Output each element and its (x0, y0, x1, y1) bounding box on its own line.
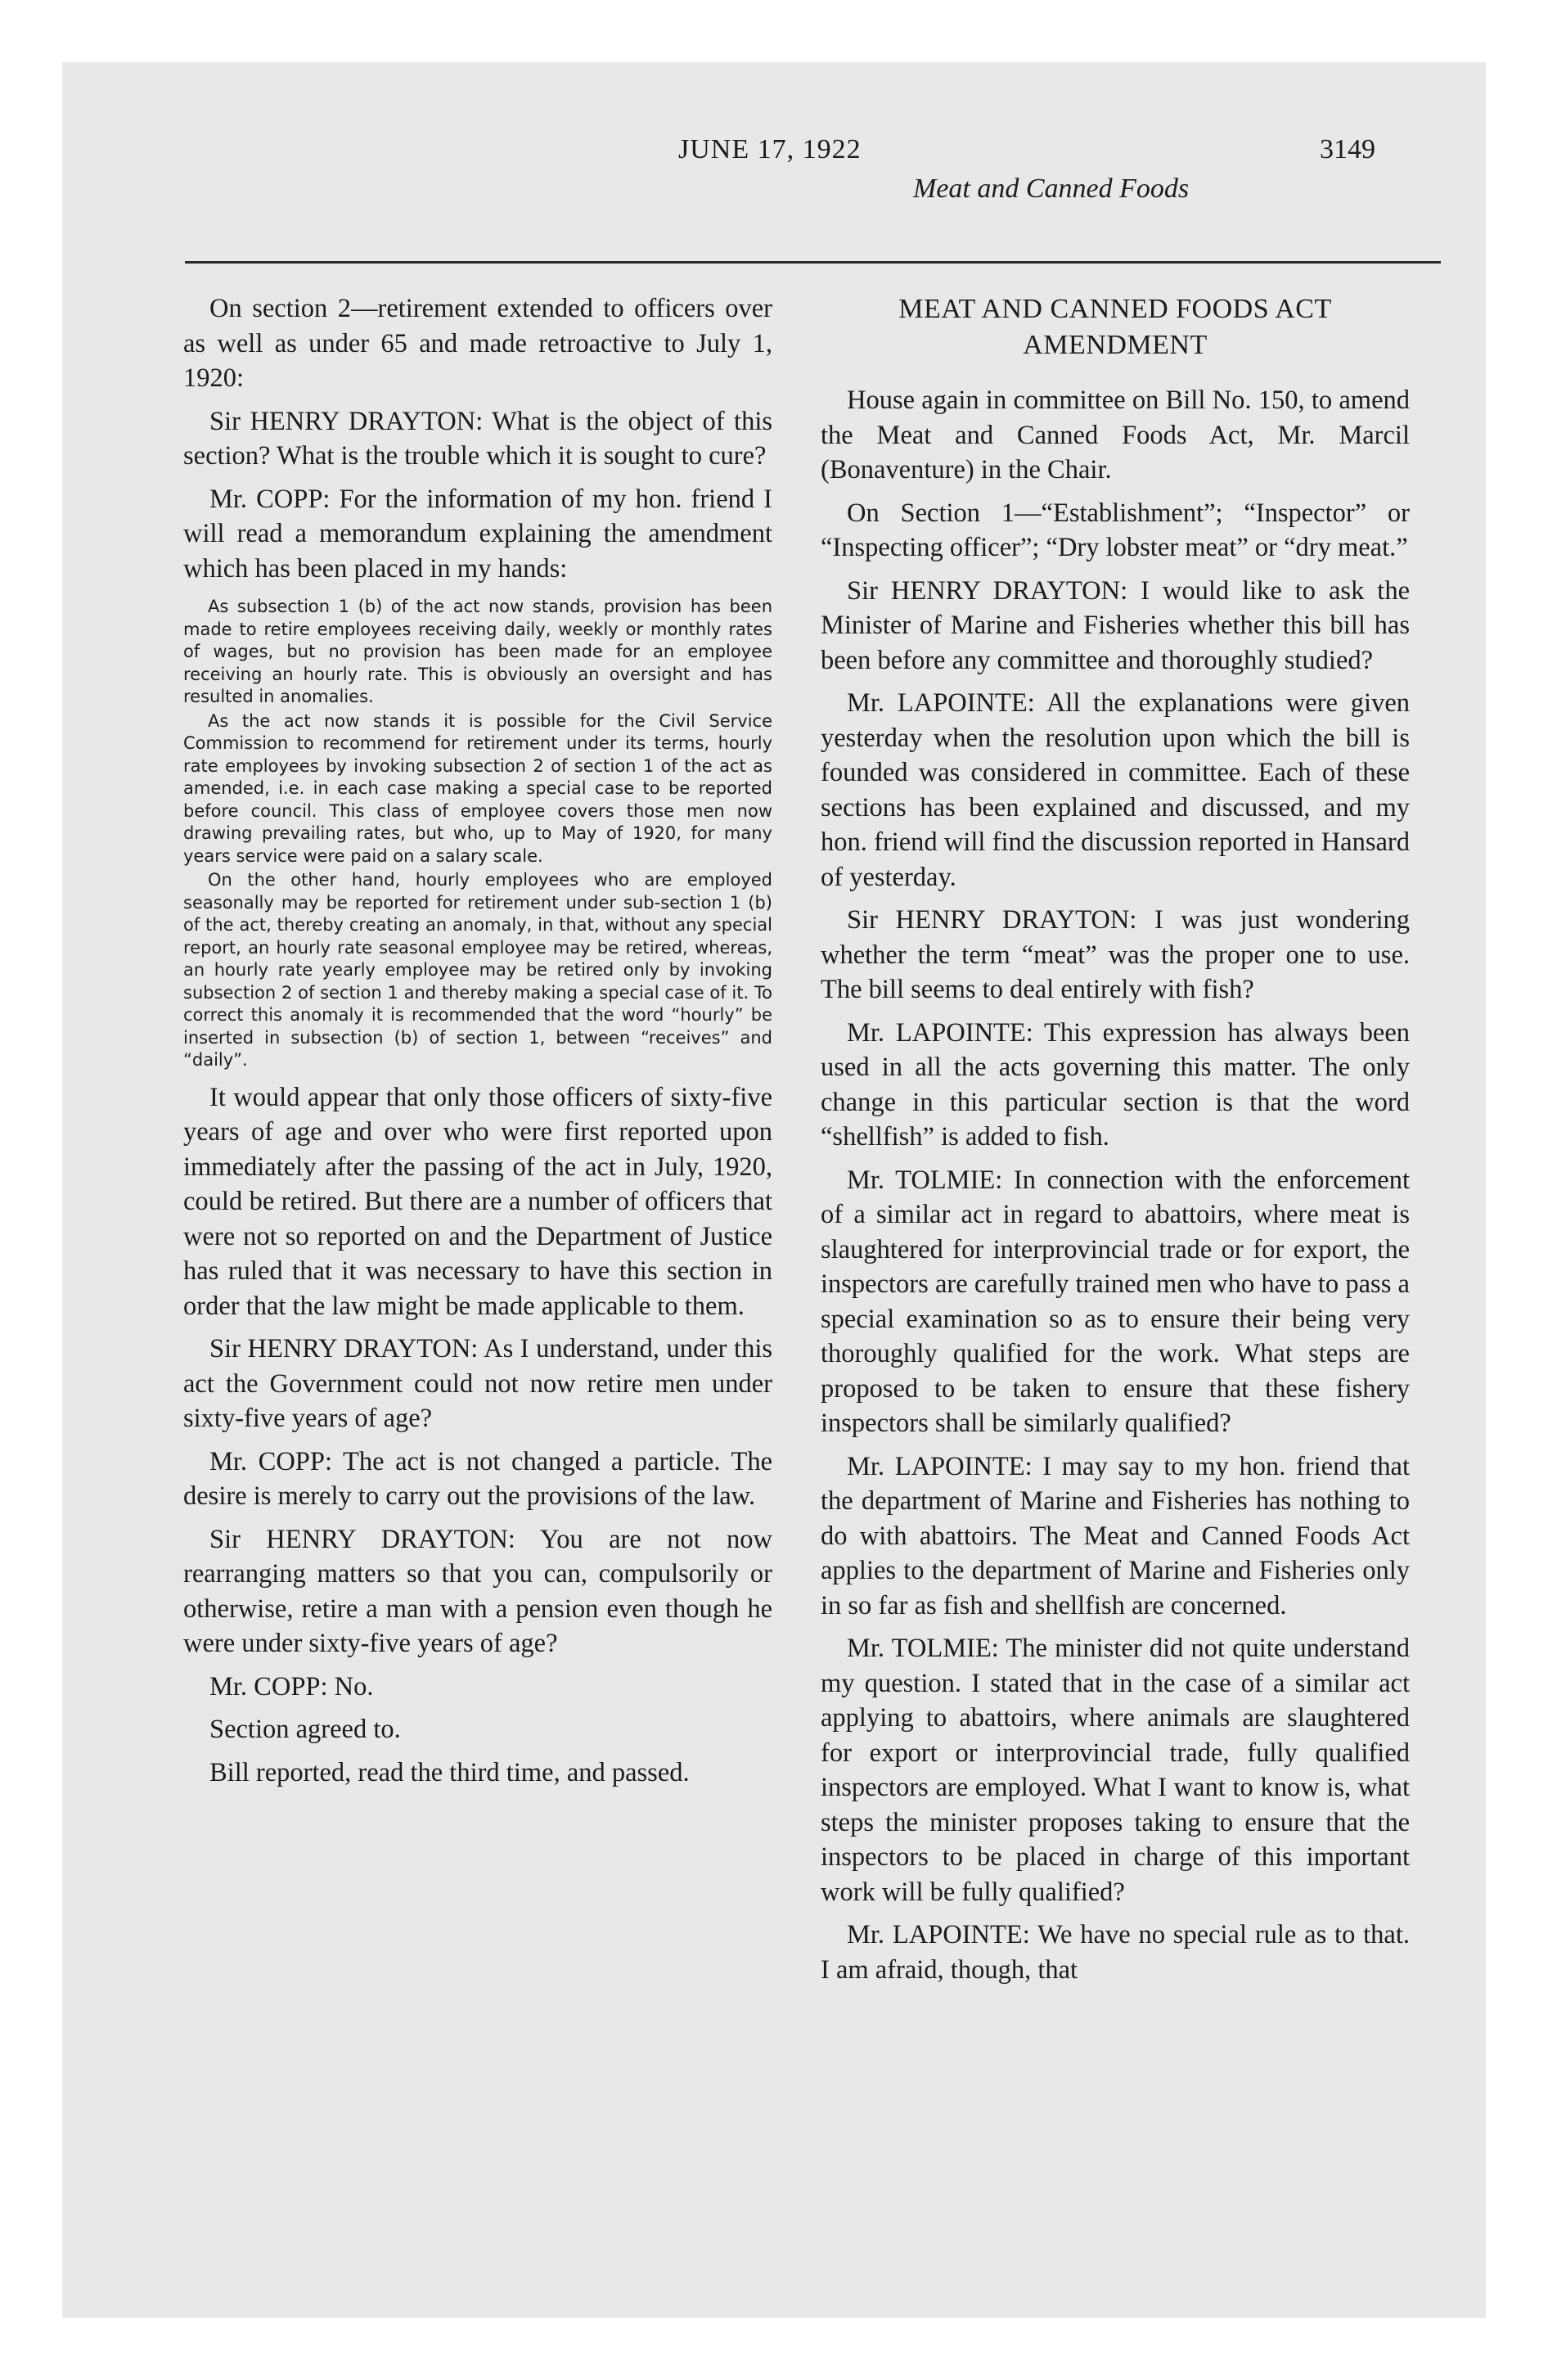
section-heading-line: MEAT AND CANNED FOODS ACT (898, 294, 1332, 324)
right-paragraph: Mr. TOLMIE: In connection with the enforcement of a similar act in regard to abattoirs, where meat is slaughtered for interprovincial trade or for export, the inspectors are carefully trained men who have to pass a special examination so as to ensure their being very thoroughly qualified for the work. What steps are proposed to be taken to ensure that these fishery inspectors shall be similarly qualified? (821, 1165, 1410, 1438)
memorandum-quote (183, 596, 772, 1072)
right-paragraph: Sir HENRY DRAYTON: I was just wondering whether the term “meat” was the proper one to use. The bill seems to deal entirely with fish? (821, 905, 1410, 1004)
section-heading-line: AMENDMENT (1023, 330, 1208, 360)
right-column (821, 291, 1410, 2174)
header-section-title: Meat and Canned Foods (913, 174, 1190, 204)
left-paragraph: Mr. COPP: For the information of my hon. friend I will read a memorandum explaining the amendment which has been placed in my hands: (183, 484, 772, 584)
quote-paragraph: As the act now stands it is possible for the Civil Service Commission to recommend for retirement under its terms, hourly rate employees by invoking subsection 2 of section 1 of the act as amended, i.e. in each case making a special case to be reported before council. This class of employee covers those men now drawing prevailing rates, but who, up to May of 1920, for many years service were paid on a salary scale. (183, 710, 772, 866)
left-paragraph: Mr. COPP: The act is not changed a particle. The desire is merely to carry out the provisions of the law. (183, 1446, 772, 1511)
right-paragraph: Mr. LAPOINTE: I may say to my hon. friend that the department of Marine and Fisheries has nothing to do with abattoirs. The Meat and Canned Foods Act applies to the department of Marine and Fisheries only in so far as fish and shellfish are concerned. (821, 1451, 1410, 1620)
left-paragraph: Bill reported, read the third time, and passed. (209, 1757, 690, 1787)
right-paragraph: On Section 1—“Establishment”; “Inspector” or “Inspecting officer”; “Dry lobster meat” or “dry meat.” (821, 498, 1410, 562)
right-paragraph: Mr. LAPOINTE: This expression has always been used in all the acts governing this matter. The only change in this particular section is that the word “shellfish” is added to fish. (821, 1017, 1410, 1152)
left-paragraph: Sir HENRY DRAYTON: As I understand, under this act the Government could not now retire men under sixty-five years of age? (183, 1334, 772, 1433)
header-page-number: 3149 (1320, 134, 1375, 165)
quote-paragraph: As subsection 1 (b) of the act now stands, provision has been made to retire employees receiving daily, weekly or monthly rates of wages, but no provision has been made for an employee receiving an hourly rate. This is obviously an oversight and has resulted in anomalies. (183, 597, 772, 706)
right-paragraph: Sir HENRY DRAYTON: I would like to ask the Minister of Marine and Fisheries whether this bill has been before any committee and thoroughly studied? (821, 575, 1410, 675)
right-paragraph: Mr. LAPOINTE: All the explanations were given yesterday when the resolution upon which the bill is founded was considered in committee. Each of these sections has been explained and discussed, and my hon. friend will find the discussion reported in Hansard of yesterday. (821, 688, 1410, 892)
quote-paragraph: On the other hand, hourly employees who are employed seasonally may be reported for retirement under sub-section 1 (b) of the act, thereby creating an anomaly, in that, without any special report, an hourly rate seasonal employee may be retired, whereas, an hourly rate yearly employee may be retired only by invoking subsection 2 of section 1 and thereby making a special case of it. To correct this anomaly it is recommended that the word “hourly” be inserted in subsection (b) of section 1, between “receives” and “daily”. (183, 870, 772, 1070)
page-sheet (62, 62, 1486, 2318)
left-paragraph: Sir HENRY DRAYTON: What is the object of this section? What is the trouble which it is sought to cure? (183, 406, 772, 471)
section-heading (821, 291, 1410, 363)
left-paragraph: Sir HENRY DRAYTON: You are not now rearranging matters so that you can, compulsorily or otherwise, retire a man with a pension even though he were under sixty-five years of age? (183, 1524, 772, 1658)
left-paragraph: It would appear that only those officers of sixty-five years of age and over who were first reported upon immediately after the passing of the act in July, 1920, could be retired. But there are a number of officers that were not so reported on and the Department of Justice has ruled that it was necessary to have this section in order that the law might be made applicable to them. (183, 1082, 772, 1321)
left-paragraph: Section agreed to. (209, 1715, 401, 1744)
right-paragraph: Mr. LAPOINTE: We have no special rule as to that. I am afraid, though, that (821, 1920, 1410, 1985)
left-paragraph: On section 2—retirement extended to officers over as well as under 65 and made retroactive to July 1, 1920: (183, 294, 772, 393)
right-paragraph: Mr. TOLMIE: The minister did not quite understand my question. I stated that in the case of a similar act applying to abattoirs, where animals are slaughtered for export or interprovincial trade, fully qualified inspectors are employed. What I want to know is, what steps the minister proposes taking to ensure that the inspectors to be placed in charge of this important work will be fully qualified? (821, 1634, 1410, 1907)
right-paragraph: House again in committee on Bill No. 150, to amend the Meat and Canned Foods Act, Mr. Marcil (Bonaventure) in the Chair. (821, 385, 1410, 485)
left-paragraph: Mr. COPP: No. (209, 1671, 374, 1702)
left-column (183, 291, 772, 2174)
page-header (62, 134, 1486, 257)
header-date: JUNE 17, 1922 (678, 134, 862, 165)
header-rule (185, 261, 1441, 264)
